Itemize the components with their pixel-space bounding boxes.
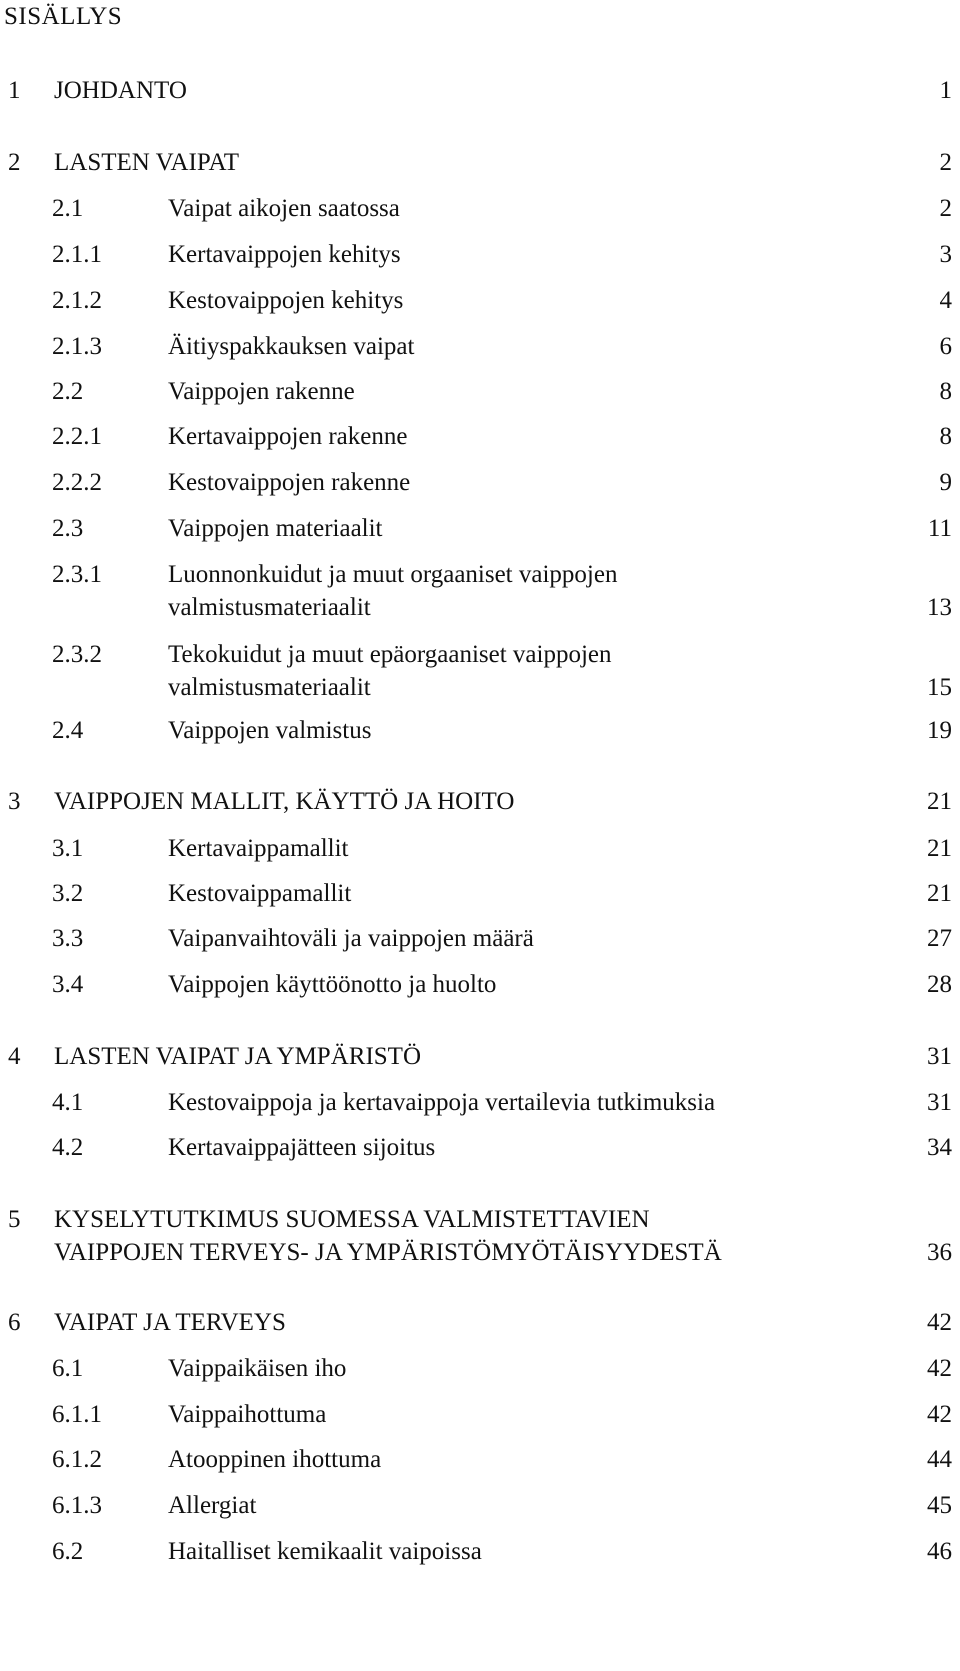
toc-entry-title-line: Kertavaippamallit — [168, 835, 349, 862]
toc-entry-title — [168, 284, 403, 317]
toc-entry-number: 6.1.1 — [52, 1401, 102, 1428]
toc-entry-number: 2.3.2 — [52, 641, 102, 668]
toc-entry-page-number: 13 — [927, 594, 952, 621]
toc-entry-number: 2.2 — [52, 378, 84, 405]
toc-entry-title-line: Kestovaippamallit — [168, 880, 352, 907]
toc-entry-title — [54, 146, 239, 179]
toc-entry-page-number: 42 — [927, 1309, 952, 1336]
toc-entry-title-line: valmistusmateriaalit — [168, 594, 371, 621]
toc-entry-number: 2 — [8, 149, 21, 176]
toc-entry-number: 3.4 — [52, 971, 84, 998]
toc-entry-title-line: VAIPPOJEN MALLIT, KÄYTTÖ JA HOITO — [54, 788, 515, 815]
toc-entry-number: 6.1.3 — [52, 1492, 102, 1519]
toc-entry-title-line: Vaippojen materiaalit — [168, 515, 383, 542]
toc-entry-title-line: Äitiyspakkauksen vaipat — [168, 333, 415, 360]
toc-entry-title-line: Luonnonkuidut ja muut orgaaniset vaippojen — [168, 561, 618, 588]
toc-entry-page-number: 28 — [927, 971, 952, 998]
toc-entry-title-line: Kertavaippajätteen sijoitus — [168, 1134, 436, 1161]
toc-entry-number: 3.3 — [52, 925, 84, 952]
toc-entry-title-line: Tekokuidut ja muut epäorgaaniset vaippojen — [168, 641, 612, 668]
toc-entry-title — [168, 832, 348, 865]
toc-entry-number: 2.4 — [52, 717, 84, 744]
toc-entry-title-line: Vaipat aikojen saatossa — [168, 195, 400, 222]
toc-entry-page-number: 36 — [927, 1239, 952, 1266]
toc-entry-title-line: LASTEN VAIPAT — [54, 149, 239, 176]
toc-entry-page-number: 3 — [939, 241, 952, 268]
toc-entry-title-line: VAIPAT JA TERVEYS — [54, 1309, 286, 1336]
toc-entry-page-number: 8 — [939, 378, 952, 405]
toc-entry-number: 6.2 — [52, 1538, 84, 1565]
toc-entry-page-number: 21 — [927, 835, 952, 862]
toc-entry-page-number: 31 — [927, 1089, 952, 1116]
toc-entry-title-line: Vaippojen valmistus — [168, 717, 372, 744]
toc-entry-title — [54, 1306, 286, 1339]
toc-entry-page-number: 15 — [927, 674, 952, 701]
toc-entry-title-line: Allergiat — [168, 1492, 257, 1519]
toc-entry-title — [168, 638, 612, 704]
toc-entry-title — [168, 375, 355, 408]
toc-entry-page-number: 6 — [939, 333, 952, 360]
toc-entry-title-line: Atooppinen ihottuma — [168, 1446, 382, 1473]
toc-entry-title-line: JOHDANTO — [54, 77, 187, 104]
toc-entry-title — [54, 1040, 421, 1073]
toc-entry-title — [168, 466, 410, 499]
toc-entry-number: 3 — [8, 788, 21, 815]
toc-entry-number: 1 — [8, 77, 21, 104]
toc-entry-page-number: 27 — [927, 925, 952, 952]
toc-entry-title — [168, 922, 534, 955]
toc-entry-page-number: 11 — [927, 515, 952, 542]
toc-entry-title — [168, 330, 414, 363]
toc-entry-title — [168, 1489, 256, 1522]
toc-entry-number: 4 — [8, 1043, 21, 1070]
toc-entry-page-number: 9 — [939, 469, 952, 496]
toc-entry-title-line: Vaippaihottuma — [168, 1401, 327, 1428]
toc-entry-title — [168, 714, 371, 747]
toc-entry-title — [54, 74, 187, 107]
toc-entry-title — [168, 1352, 346, 1385]
toc-entry-title-line: Kertavaippojen rakenne — [168, 423, 408, 450]
toc-entry-page-number: 1 — [939, 77, 952, 104]
toc-entry-title-line: Vaippaikäisen iho — [168, 1355, 347, 1382]
toc-entry-title — [168, 238, 401, 271]
toc-entry-title — [168, 968, 496, 1001]
toc-entry-title-line: Kestovaippoja ja kertavaippoja vertailevia tutkimuksia — [168, 1089, 716, 1116]
toc-entry-title-line: VAIPPOJEN TERVEYS- JA YMPÄRISTÖMYÖTÄISYYDESTÄ — [54, 1239, 722, 1266]
toc-entry-number: 5 — [8, 1206, 21, 1233]
toc-entry-title-line: Vaippojen rakenne — [168, 378, 355, 405]
toc-entry-title-line: KYSELYTUTKIMUS SUOMESSA VALMISTETTAVIEN — [54, 1206, 650, 1233]
toc-entry-title-line: Kestovaippojen rakenne — [168, 469, 411, 496]
toc-entry-page-number: 2 — [939, 149, 952, 176]
toc-entry-number: 3.1 — [52, 835, 84, 862]
toc-entry-page-number: 4 — [939, 287, 952, 314]
toc-entry-page-number: 34 — [927, 1134, 952, 1161]
toc-entry-page-number: 21 — [927, 880, 952, 907]
toc-entry-title — [168, 877, 351, 910]
toc-entry-number: 6 — [8, 1309, 21, 1336]
toc-entry-title — [54, 785, 514, 818]
toc-entry-title — [54, 1203, 722, 1269]
toc-entry-page-number: 2 — [939, 195, 952, 222]
toc-entry-number: 6.1.2 — [52, 1446, 102, 1473]
toc-entry-page-number: 42 — [927, 1401, 952, 1428]
toc-entry-title — [168, 1443, 381, 1476]
toc-entry-page-number: 44 — [927, 1446, 952, 1473]
toc-entry-page-number: 19 — [927, 717, 952, 744]
toc-entry-number: 4.1 — [52, 1089, 84, 1116]
toc-entry-title-line: Haitalliset kemikaalit vaipoissa — [168, 1538, 482, 1565]
toc-entry-number: 2.2.1 — [52, 423, 102, 450]
toc-entry-title-line: Vaippojen käyttöönotto ja huolto — [168, 971, 497, 998]
toc-entry-page-number: 31 — [927, 1043, 952, 1070]
toc-entry-number: 2.1.1 — [52, 241, 102, 268]
toc-entry-title — [168, 558, 617, 624]
toc-entry-title — [168, 420, 407, 453]
toc-entry-title — [168, 1398, 326, 1431]
toc-entry-number: 2.1.2 — [52, 287, 102, 314]
toc-entry-number: 2.1.3 — [52, 333, 102, 360]
toc-entry-title-line: LASTEN VAIPAT JA YMPÄRISTÖ — [54, 1043, 421, 1070]
toc-entry-title — [168, 192, 400, 225]
toc-heading: SISÄLLYS — [4, 3, 123, 30]
toc-entry-title — [168, 1086, 715, 1119]
toc-entry-number: 3.2 — [52, 880, 84, 907]
toc-entry-number: 2.2.2 — [52, 469, 102, 496]
toc-entry-title — [168, 512, 383, 545]
toc-entry-title-line: Kertavaippojen kehitys — [168, 241, 401, 268]
toc-entry-number: 4.2 — [52, 1134, 84, 1161]
toc-entry-page-number: 45 — [927, 1492, 952, 1519]
toc-entry-number: 2.1 — [52, 195, 84, 222]
toc-entry-page-number: 21 — [927, 788, 952, 815]
toc-entry-title — [168, 1535, 482, 1568]
toc-entry-title-line: Vaipanvaihtoväli ja vaippojen määrä — [168, 925, 534, 952]
toc-entry-number: 2.3.1 — [52, 561, 102, 588]
toc-entry-title-line: Kestovaippojen kehitys — [168, 287, 404, 314]
toc-entry-page-number: 8 — [939, 423, 952, 450]
toc-entry-title-line: valmistusmateriaalit — [168, 674, 371, 701]
toc-entry-page-number: 46 — [927, 1538, 952, 1565]
toc-entry-number: 6.1 — [52, 1355, 84, 1382]
toc-entry-number: 2.3 — [52, 515, 84, 542]
toc-entry-title — [168, 1131, 435, 1164]
toc-entry-page-number: 42 — [927, 1355, 952, 1382]
